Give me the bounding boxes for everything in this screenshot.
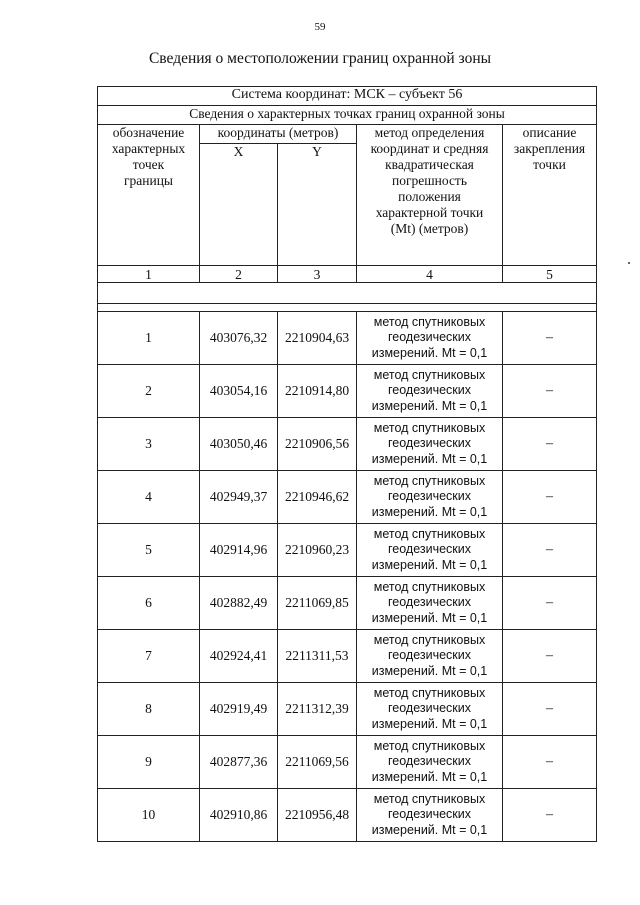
coordinate-x: 402877,36 <box>200 736 278 789</box>
description-dash: – <box>503 312 597 365</box>
header-line: обозначение <box>112 125 185 140</box>
method-line: геодезических <box>387 383 471 398</box>
method-line: измерений. Mt = 0,1 <box>371 398 488 413</box>
method-line: геодезических <box>387 807 471 822</box>
method-line: метод спутниковых <box>373 791 486 806</box>
coordinate-y: 2211312,39 <box>278 683 357 736</box>
method-line: метод спутниковых <box>373 579 486 594</box>
coordinate-system: Система координат: МСК – субъект 56 <box>98 87 597 106</box>
method-cell <box>357 312 503 365</box>
coordinate-y: 2210906,56 <box>278 418 357 471</box>
method-line: измерений. Mt = 0,1 <box>371 345 488 360</box>
description-dash: – <box>503 418 597 471</box>
method-cell <box>357 683 503 736</box>
description-dash: – <box>503 683 597 736</box>
data-rows <box>98 312 597 842</box>
table-row <box>98 471 597 524</box>
method-line: геодезических <box>387 330 471 345</box>
method-line: метод спутниковых <box>373 420 486 435</box>
description-dash: – <box>503 524 597 577</box>
coordinate-y: 2210904,63 <box>278 312 357 365</box>
method-cell <box>357 577 503 630</box>
header-method <box>357 125 503 266</box>
boundary-points-table <box>97 86 597 842</box>
point-id: 3 <box>98 418 200 471</box>
method-line: метод спутниковых <box>373 738 486 753</box>
coordinate-y: 2211069,85 <box>278 577 357 630</box>
description-dash: – <box>503 577 597 630</box>
header-line: точки <box>533 157 566 172</box>
column-number: 3 <box>278 266 357 283</box>
method-line: измерений. Mt = 0,1 <box>371 451 488 466</box>
coordinate-y: 2210914,80 <box>278 365 357 418</box>
table-row <box>98 789 597 842</box>
method-cell <box>357 471 503 524</box>
coordinate-x: 402919,49 <box>200 683 278 736</box>
header-x: X <box>200 144 278 266</box>
header-line: точек <box>132 157 165 172</box>
method-cell <box>357 789 503 842</box>
point-id: 4 <box>98 471 200 524</box>
coordinate-x: 402924,41 <box>200 630 278 683</box>
coordinate-y: 2210960,23 <box>278 524 357 577</box>
method-cell <box>357 418 503 471</box>
table-row <box>98 524 597 577</box>
table-row <box>98 312 597 365</box>
page-number: 59 <box>314 21 326 33</box>
coordinate-x: 402914,96 <box>200 524 278 577</box>
method-line: измерений. Mt = 0,1 <box>371 769 488 784</box>
header-line: погрешность <box>391 173 467 188</box>
gap-row <box>98 304 597 312</box>
method-cell <box>357 630 503 683</box>
header-line: характерных <box>111 141 186 156</box>
column-number: 2 <box>200 266 278 283</box>
header-designation <box>98 125 200 266</box>
table-row <box>98 365 597 418</box>
header-y: Y <box>278 144 357 266</box>
header-line: (Mt) (метров) <box>390 221 469 236</box>
point-id: 6 <box>98 577 200 630</box>
description-dash: – <box>503 365 597 418</box>
method-cell <box>357 365 503 418</box>
method-line: измерений. Mt = 0,1 <box>371 716 488 731</box>
method-line: геодезических <box>387 489 471 504</box>
point-id: 9 <box>98 736 200 789</box>
method-line: метод спутниковых <box>373 314 486 329</box>
table-row <box>98 683 597 736</box>
point-id: 7 <box>98 630 200 683</box>
method-line: метод спутниковых <box>373 367 486 382</box>
header-line: характерной точки <box>375 205 484 220</box>
table-row <box>98 736 597 789</box>
method-line: метод спутниковых <box>373 473 486 488</box>
point-id: 10 <box>98 789 200 842</box>
coordinate-x: 402910,86 <box>200 789 278 842</box>
method-line: измерений. Mt = 0,1 <box>371 610 488 625</box>
method-line: геодезических <box>387 595 471 610</box>
header-line: закрепления <box>513 141 586 156</box>
header-line: метод определения <box>374 125 485 140</box>
table-row <box>98 630 597 683</box>
coordinate-x: 402882,49 <box>200 577 278 630</box>
header-line: координат и средняя <box>370 141 489 156</box>
coordinate-x: 403054,16 <box>200 365 278 418</box>
header-description <box>503 125 597 266</box>
header-line: квадратическая <box>385 157 474 172</box>
coordinate-y: 2211069,56 <box>278 736 357 789</box>
header-line: положения <box>398 189 461 204</box>
empty-row <box>98 283 597 304</box>
description-dash: – <box>503 789 597 842</box>
description-dash: – <box>503 630 597 683</box>
table-row <box>98 577 597 630</box>
point-id: 5 <box>98 524 200 577</box>
method-line: измерений. Mt = 0,1 <box>371 822 488 837</box>
point-id: 2 <box>98 365 200 418</box>
empty-cell <box>98 283 597 304</box>
method-line: метод спутниковых <box>373 632 486 647</box>
column-number: 4 <box>357 266 503 283</box>
method-cell <box>357 524 503 577</box>
header-coordinates: координаты (метров) <box>200 125 357 144</box>
header-line: описание <box>522 125 577 140</box>
coordinate-y: 2211311,53 <box>278 630 357 683</box>
method-line: измерений. Mt = 0,1 <box>371 557 488 572</box>
table-row <box>98 418 597 471</box>
coordinate-y: 2210946,62 <box>278 471 357 524</box>
method-line: метод спутниковых <box>373 685 486 700</box>
document-title: Сведения о местоположении границ охранной зоны <box>148 50 492 67</box>
method-cell <box>357 736 503 789</box>
coordinate-x: 403050,46 <box>200 418 278 471</box>
method-line: геодезических <box>387 701 471 716</box>
method-line: геодезических <box>387 542 471 557</box>
coordinate-x: 402949,37 <box>200 471 278 524</box>
method-line: геодезических <box>387 648 471 663</box>
table-subheader: Сведения о характерных точках границ охранной зоны <box>98 106 597 125</box>
coordinate-x: 403076,32 <box>200 312 278 365</box>
method-line: геодезических <box>387 754 471 769</box>
header-line: границы <box>123 173 174 188</box>
point-id: 8 <box>98 683 200 736</box>
method-line: измерений. Mt = 0,1 <box>371 504 488 519</box>
column-number: 5 <box>503 266 597 283</box>
column-number-row <box>98 266 597 283</box>
point-id: 1 <box>98 312 200 365</box>
gap-cell <box>98 304 597 312</box>
method-line: метод спутниковых <box>373 526 486 541</box>
method-line: измерений. Mt = 0,1 <box>371 663 488 678</box>
margin-mark <box>628 262 630 264</box>
description-dash: – <box>503 471 597 524</box>
coordinate-y: 2210956,48 <box>278 789 357 842</box>
column-number: 1 <box>98 266 200 283</box>
description-dash: – <box>503 736 597 789</box>
method-line: геодезических <box>387 436 471 451</box>
